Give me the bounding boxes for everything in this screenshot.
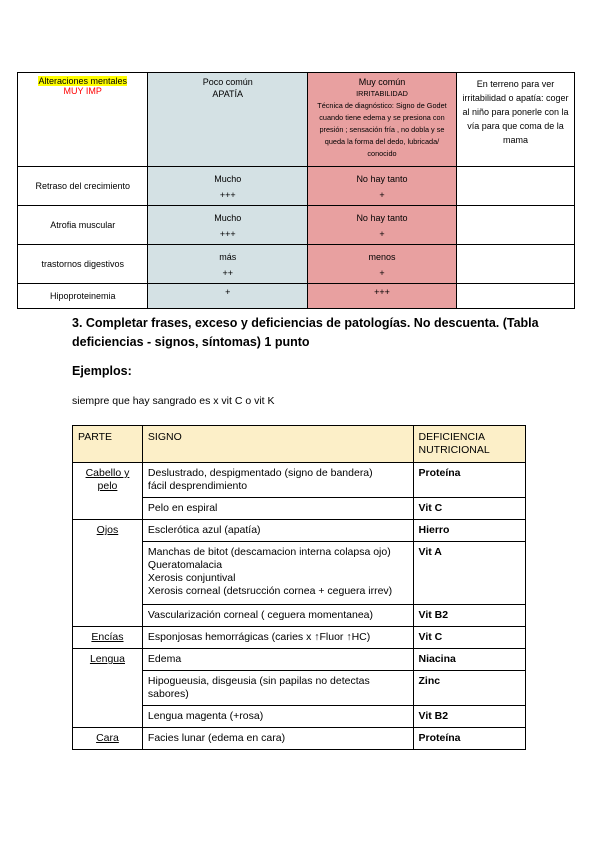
parte-ojos: Ojos xyxy=(73,520,143,627)
cell-value: No hay tanto xyxy=(356,174,408,184)
row-label: Atrofia muscular xyxy=(18,206,148,245)
table-header-row xyxy=(73,426,526,463)
cell-value: Mucho xyxy=(214,174,242,184)
deficiencia-cell: Vit C xyxy=(413,498,526,520)
highlighted-label: Alteraciones mentales xyxy=(38,76,127,86)
section-heading: 3. Completar frases, exceso y deficiencias de patologías. No descuenta. (Tabla deficiencias - signos, síntomas) 1 punto xyxy=(72,316,539,349)
header-alteraciones xyxy=(18,73,148,167)
signo-cell: Lengua magenta (+rosa) xyxy=(142,706,413,728)
deficiency-signs-table xyxy=(72,425,526,750)
header-signo: SIGNO xyxy=(142,426,413,463)
table-row xyxy=(73,520,526,542)
col2-title: Poco común xyxy=(202,77,253,87)
deficiencia-cell: Zinc xyxy=(413,671,526,706)
empty-cell xyxy=(456,206,574,245)
signo-cell: Hipogueusia, disgeusia (sin papilas no detectas sabores) xyxy=(142,671,413,706)
row-label: trastornos digestivos xyxy=(18,245,148,284)
deficiencia-cell: Vit C xyxy=(413,627,526,649)
signo-cell: Vascularización corneal ( ceguera momentanea) xyxy=(142,605,413,627)
cell-value: + xyxy=(148,284,308,309)
table-row xyxy=(18,284,575,309)
cell-value: No hay tanto xyxy=(356,213,408,223)
empty-cell xyxy=(456,245,574,284)
header-muy-comun xyxy=(307,73,456,167)
empty-cell xyxy=(456,284,574,309)
header-parte: PARTE xyxy=(73,426,143,463)
header-deficiencia: DEFICIENCIA NUTRICIONAL xyxy=(413,426,526,463)
table-row xyxy=(18,167,575,206)
parte-cabello: Cabello y pelo xyxy=(73,463,143,520)
deficiencia-cell: Hierro xyxy=(413,520,526,542)
example-sentence: siempre que hay sangrado es x vit C o vit K xyxy=(72,395,275,407)
signo-cell: Edema xyxy=(142,649,413,671)
malnutrition-comparison-table xyxy=(17,72,575,309)
header-note: En terreno para ver irritabilidad o apatía: coger al niño para ponerle con la vía para que coma de la mama xyxy=(456,73,574,167)
cell-value: +++ xyxy=(219,190,236,200)
signo-cell: Pelo en espiral xyxy=(142,498,413,520)
cell-value: +++ xyxy=(219,229,236,239)
table-row xyxy=(73,728,526,750)
cell-value: + xyxy=(379,268,385,278)
signo-cell: Manchas de bitot (descamacion interna colapsa ojo) Queratomalacia Xerosis conjuntival Xerosis corneal (detsrucción cornea + ceguera irrev) xyxy=(142,542,413,605)
col3-title: Muy común xyxy=(358,77,406,87)
deficiencia-cell: Vit B2 xyxy=(413,706,526,728)
signo-cell: Esponjosas hemorrágicas (caries x ↑Fluor ↑HC) xyxy=(142,627,413,649)
signo-cell: Esclerótica azul (apatía) xyxy=(142,520,413,542)
table-row xyxy=(73,463,526,498)
parte-cara: Cara xyxy=(73,728,143,750)
deficiencia-cell: Vit B2 xyxy=(413,605,526,627)
cell-value: + xyxy=(379,229,385,239)
row-label: Retraso del crecimiento xyxy=(18,167,148,206)
parte-lengua: Lengua xyxy=(73,649,143,728)
cell-value: Mucho xyxy=(214,213,242,223)
signo-cell: Facies lunar (edema en cara) xyxy=(142,728,413,750)
row-label: Hipoproteinemia xyxy=(18,284,148,309)
deficiencia-cell: Vit A xyxy=(413,542,526,605)
col3-description: Técnica de diagnóstico: Signo de Godet cuando tiene edema y se presiona con presión ; sensación fría , no dobla y se queda la forma del dedo, lubricada/ conocido xyxy=(317,101,447,158)
parte-encias: Encías xyxy=(73,627,143,649)
signo-cell: Deslustrado, despigmentado (signo de bandera) fácil desprendimiento xyxy=(142,463,413,498)
deficiencia-cell: Proteína xyxy=(413,728,526,750)
deficiencia-cell: Proteína xyxy=(413,463,526,498)
cell-value: +++ xyxy=(307,284,456,309)
col2-subtitle: APATÍA xyxy=(212,89,244,99)
empty-cell xyxy=(456,167,574,206)
header-poco-comun xyxy=(148,73,308,167)
col3-subtitle: IRRITABILIDAD xyxy=(356,89,408,98)
cell-value: más xyxy=(219,252,237,262)
table-row xyxy=(18,245,575,284)
table-row xyxy=(73,649,526,671)
cell-value: + xyxy=(379,190,385,200)
deficiencia-cell: Niacina xyxy=(413,649,526,671)
cell-value: ++ xyxy=(222,268,233,278)
table-row xyxy=(73,627,526,649)
examples-label: Ejemplos: xyxy=(72,364,132,378)
cell-value: menos xyxy=(368,252,396,262)
red-note: MUY IMP xyxy=(63,86,102,96)
table-row xyxy=(18,206,575,245)
